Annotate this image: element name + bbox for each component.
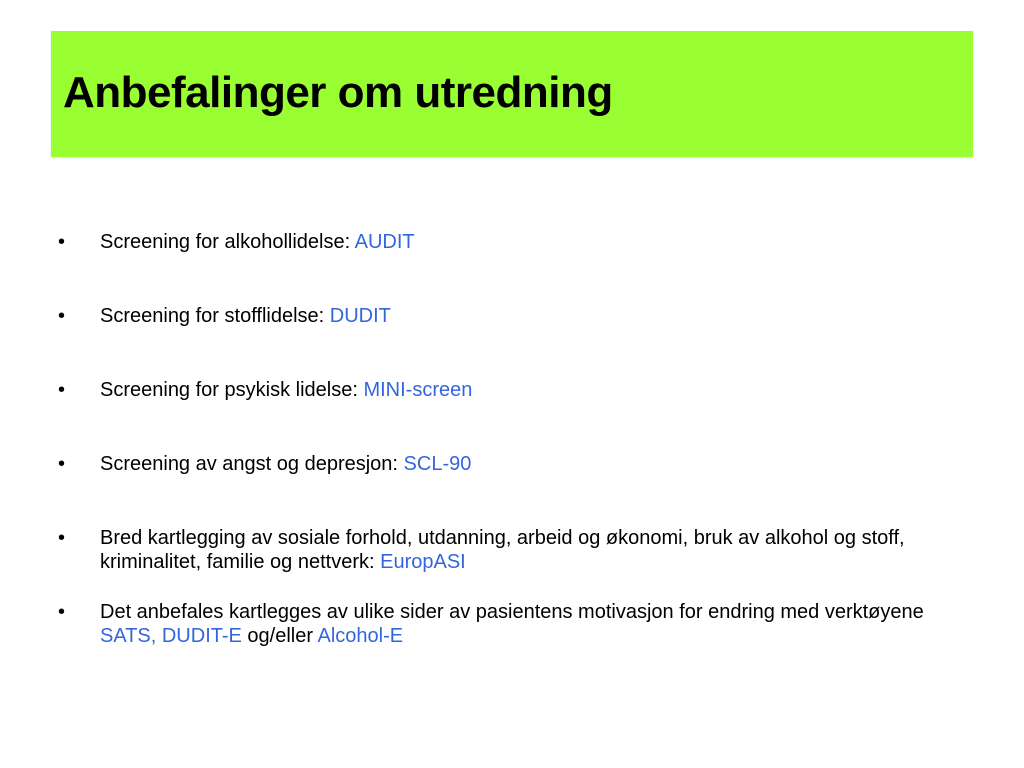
bullet-text: Bred kartlegging av sosiale forhold, utdanning, arbeid og økonomi, bruk av alkohol og stoff, kriminalitet, familie og nettverk: <box>100 527 905 573</box>
bullet-item-motivation <box>58 600 968 648</box>
bullet-text: Det anbefales kartlegges av ulike sider av pasientens motivasjon for endring med verktøyene <box>100 601 924 623</box>
bullet-text-connector: og/eller <box>241 625 318 647</box>
bullet-item-audit <box>58 230 968 254</box>
bullet-icon: • <box>58 305 66 327</box>
link-dudit[interactable]: DUDIT <box>329 305 391 327</box>
link-sats-dudit-e[interactable]: SATS, DUDIT-E <box>100 625 242 647</box>
bullet-text: Screening for alkohollidelse: <box>100 231 355 253</box>
bullet-list <box>58 230 968 648</box>
bullet-icon: • <box>58 601 66 623</box>
link-scl-90[interactable]: SCL-90 <box>403 453 472 475</box>
link-europasi[interactable]: EuropASI <box>380 551 466 573</box>
bullet-item-dudit <box>58 304 968 328</box>
bullet-text: Screening for stofflidelse: <box>100 305 330 327</box>
bullet-item-scl-90 <box>58 452 968 476</box>
bullet-icon: • <box>58 453 66 475</box>
bullet-icon: • <box>58 379 66 401</box>
link-alcohol-e[interactable]: Alcohol-E <box>317 625 404 647</box>
bullet-text: Screening av angst og depresjon: <box>100 453 404 475</box>
title-banner <box>51 31 973 157</box>
bullet-item-europasi <box>58 526 968 574</box>
link-audit[interactable]: AUDIT <box>354 231 415 253</box>
bullet-icon: • <box>58 231 66 253</box>
bullet-item-mini-screen <box>58 378 968 402</box>
bullet-text: Screening for psykisk lidelse: <box>100 379 364 401</box>
link-mini-screen[interactable]: MINI-screen <box>363 379 473 401</box>
slide-title: Anbefalinger om utredning <box>63 68 613 117</box>
bullet-icon: • <box>58 527 66 549</box>
